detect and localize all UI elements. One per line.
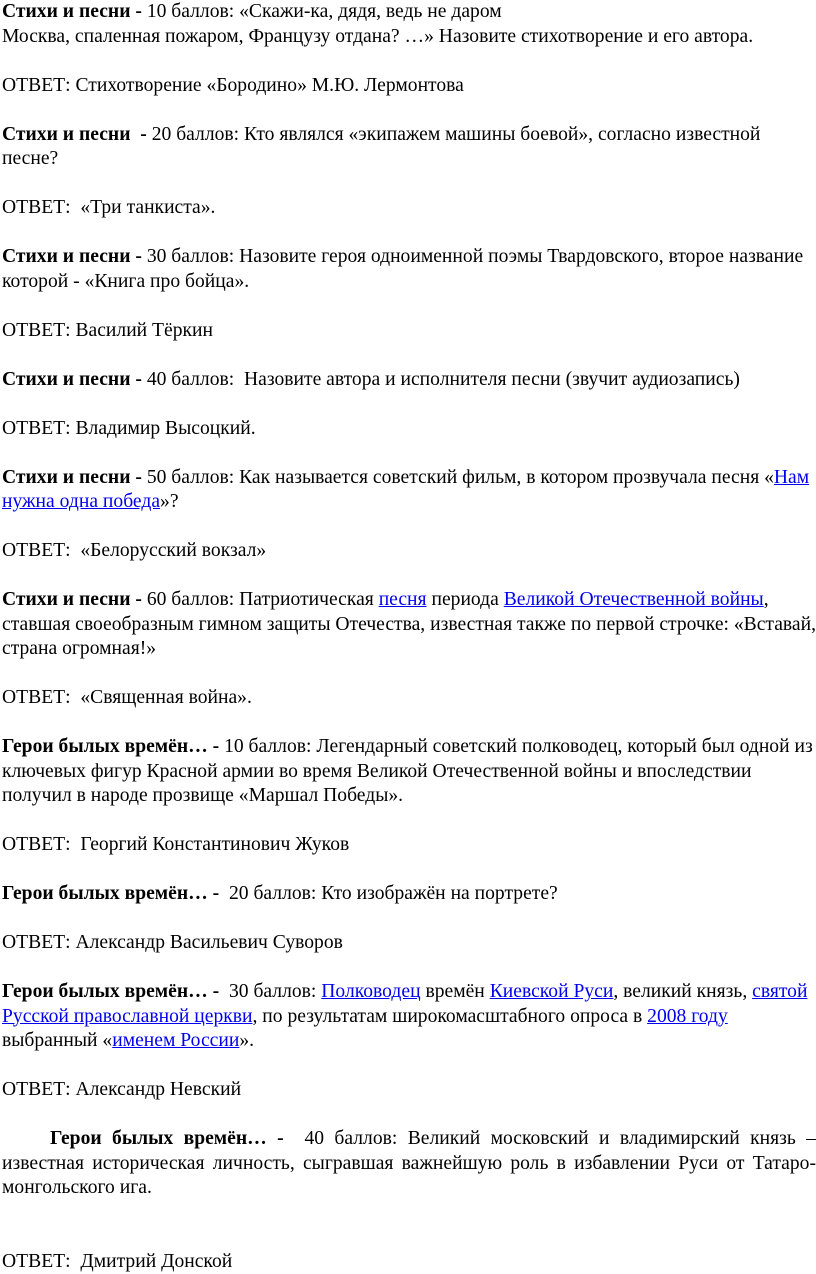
question-8: Герои былых времён… - 20 баллов: Кто изображён на портрете? [2, 882, 816, 907]
question-text: Как называется советский фильм, в котором прозвучала песня « [234, 467, 774, 488]
answer-10: ОТВЕТ: Дмитрий Донской [2, 1250, 816, 1274]
answer-3: ОТВЕТ: Василий Тёркин [2, 319, 816, 344]
answer-2: ОТВЕТ: «Три танкиста». [2, 196, 816, 221]
points-label: 10 баллов: [147, 1, 234, 22]
question-6: Стихи и песни - 60 баллов: Патриотическая песня периода Великой Отечественной войны, ставшая своеобразным гимном защиты Отечества, известная также по первой строчке: «Вставай, страна огромная!» [2, 588, 816, 662]
question-text: Легендарный советский полководец, который был одной из ключевых фигур Красной армии во время Великой Отечественной войны и впоследствии получил в народе прозвище «Маршал Победы». [2, 736, 813, 806]
topic-label: Стихи и песни [2, 1, 130, 22]
answer-7: ОТВЕТ: Георгий Константинович Жуков [2, 833, 816, 858]
question-text: Назовите автора и исполнителя песни (звучит аудиозапись) [234, 369, 740, 390]
answer-4: ОТВЕТ: Владимир Высоцкий. [2, 417, 816, 442]
topic-label: Стихи и песни [2, 246, 130, 267]
topic-label: Стихи и песни [2, 589, 130, 610]
question-9: Герои былых времён… - 30 баллов: Полководец времён Киевской Руси, великий князь, святой Русской православной церкви, по результатам широкомасштабного опроса в 2008 году выбранный «именем России». [2, 980, 816, 1054]
points-label: 40 баллов: [304, 1128, 397, 1149]
commander-link[interactable]: Полководец [321, 981, 420, 1002]
question-text: Кто изображён на портрете? [316, 883, 557, 904]
answer-1: ОТВЕТ: Стихотворение «Бородино» М.Ю. Лермонтова [2, 74, 816, 99]
topic-label: Стихи и песни [2, 369, 130, 390]
points-label: 10 баллов: [224, 736, 311, 757]
answer-8: ОТВЕТ: Александр Васильевич Суворов [2, 931, 816, 956]
question-text: Великий московский и владимирский князь – известная историческая личность, сыгравшая важнейшую роль в избавлении Руси от Татаро-монгольского ига. [2, 1128, 816, 1198]
year-2008-link[interactable]: 2008 году [647, 1006, 728, 1027]
topic-label: Герои былых времён… [2, 981, 208, 1002]
question-text: «Скажи-ка, дядя, ведь не даром [234, 1, 501, 22]
answer-6: ОТВЕТ: «Священная война». [2, 686, 816, 711]
song-link[interactable]: Нам нужна одна победа [2, 467, 809, 513]
answer-5: ОТВЕТ: «Белорусский вокзал» [2, 539, 816, 564]
question-text: Назовите героя одноименной поэмы Твардовского, второе название которой - «Книга про бойца». [2, 246, 803, 292]
question-7: Герои былых времён… - 10 баллов: Легендарный советский полководец, который был одной из ключевых фигур Красной армии во время Великой Отечественной войны и впоследствии получил в народе прозвище «Маршал Победы». [2, 735, 816, 809]
answer-9: ОТВЕТ: Александр Невский [2, 1078, 816, 1103]
question-text: Кто являлся «экипажем машины боевой», согласно известной песне? [2, 124, 760, 170]
points-label: 60 баллов: [147, 589, 234, 610]
question-1: Стихи и песни - 10 баллов: «Скажи-ка, дядя, ведь не даром Москва, спаленная пожаром, Французу отдана? …» Назовите стихотворение и его автора. [2, 0, 816, 49]
points-label: 40 баллов: [147, 369, 234, 390]
song-link[interactable]: песня [379, 589, 427, 610]
orthodox-church-link[interactable]: Русской православной церкви [2, 1006, 253, 1027]
question-10: Герои былых времён… - 40 баллов: Великий московский и владимирский князь – известная историческая личность, сыгравшая важнейшую роль в избавлении Руси от Татаро-монгольского ига. [2, 1127, 816, 1201]
points-label: 20 баллов: [229, 883, 316, 904]
topic-label: Герои былых времён… [50, 1128, 267, 1149]
topic-label: Герои былых времён… [2, 883, 208, 904]
name-of-russia-link[interactable]: именем России [112, 1030, 239, 1051]
question-text: Москва, спаленная пожаром, Французу отдана? …» Назовите стихотворение и его автора. [2, 26, 753, 47]
points-label: 30 баллов: [147, 246, 234, 267]
saint-link[interactable]: святой [752, 981, 807, 1002]
question-4: Стихи и песни - 40 баллов: Назовите автора и исполнителя песни (звучит аудиозапись) [2, 368, 816, 393]
war-link[interactable]: Великой Отечественной войны [504, 589, 764, 610]
question-2: Стихи и песни - 20 баллов: Кто являлся «экипажем машины боевой», согласно известной песне? [2, 123, 816, 172]
points-label: 20 баллов: [152, 124, 239, 145]
question-5: Стихи и песни - 50 баллов: Как называется советский фильм, в котором прозвучала песня «Нам нужна одна победа»? [2, 466, 816, 515]
points-label: 50 баллов: [147, 467, 234, 488]
topic-label: Стихи и песни [2, 467, 130, 488]
kievan-rus-link[interactable]: Киевской Руси [490, 981, 614, 1002]
points-label: 30 баллов: [229, 981, 316, 1002]
question-3: Стихи и песни - 30 баллов: Назовите героя одноименной поэмы Твардовского, второе название которой - «Книга про бойца». [2, 245, 816, 294]
topic-label: Герои былых времён… [2, 736, 208, 757]
topic-label: Стихи и песни [2, 124, 130, 145]
